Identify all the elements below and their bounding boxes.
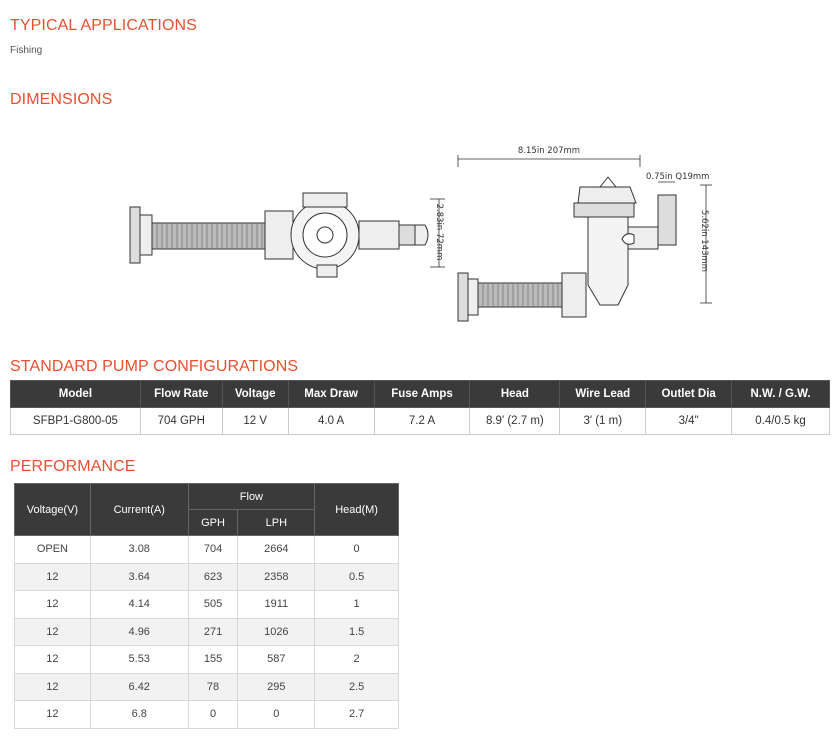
table-row [15,701,399,729]
perf-cell: 271 [188,618,238,646]
table-row [15,536,399,564]
performance-table [14,483,399,729]
total-height-dimension-label: 5.62in 143mm [699,209,709,273]
config-header-flow-rate: Flow Rate [140,381,222,408]
perf-cell: 623 [188,563,238,591]
perf-cell: 4.96 [90,618,188,646]
perf-cell: 12 [15,701,91,729]
table-row [15,591,399,619]
perf-cell: 0 [188,701,238,729]
perf-cell: 2358 [238,563,315,591]
perf-cell: 1.5 [315,618,399,646]
perf-header-head: Head(M) [315,484,399,536]
perf-cell: 587 [238,646,315,674]
table-row [15,563,399,591]
perf-cell: OPEN [15,536,91,564]
perf-cell: 3.64 [90,563,188,591]
config-header-model: Model [11,381,141,408]
config-header-max-draw: Max Draw [288,381,374,408]
outlet-dimension-label: 0.75in Q19mm [646,172,710,182]
perf-cell: 0 [315,536,399,564]
perf-cell: 78 [188,673,238,701]
perf-header-lph: LPH [238,510,315,536]
config-header-voltage: Voltage [222,381,288,408]
config-header-fuse-amps: Fuse Amps [374,381,470,408]
perf-cell: 1026 [238,618,315,646]
perf-cell: 5.53 [90,646,188,674]
configuration-table [10,380,830,435]
perf-cell: 704 [188,536,238,564]
performance-title: PERFORMANCE [10,458,136,475]
config-flow-rate: 704 GPH [140,408,222,435]
perf-cell: 12 [15,563,91,591]
typical-applications-title: TYPICAL APPLICATIONS [10,17,197,34]
perf-cell: 295 [238,673,315,701]
perf-cell: 2.7 [315,701,399,729]
height-dimension-label: 2.83in 72mm [434,203,444,261]
config-voltage: 12 V [222,408,288,435]
perf-header-current: Current(A) [90,484,188,536]
perf-header-flow: Flow [188,484,315,510]
perf-cell: 0 [238,701,315,729]
table-row [15,673,399,701]
config-header-weight: N.W. / G.W. [732,381,830,408]
perf-cell: 12 [15,618,91,646]
perf-cell: 4.14 [90,591,188,619]
perf-cell: 2.5 [315,673,399,701]
perf-cell: 1911 [238,591,315,619]
config-fuse-amps: 7.2 A [374,408,470,435]
perf-cell: 0.5 [315,563,399,591]
perf-cell: 505 [188,591,238,619]
perf-cell: 6.42 [90,673,188,701]
perf-cell: 2664 [238,536,315,564]
config-wire-lead: 3' (1 m) [560,408,646,435]
dimensions-title: DIMENSIONS [10,91,113,108]
perf-cell: 3.08 [90,536,188,564]
pump-side-view-drawing [450,155,720,325]
perf-cell: 6.8 [90,701,188,729]
applications-text: Fishing [10,45,43,56]
config-weight: 0.4/0.5 kg [732,408,830,435]
length-dimension-label: 8.15in 207mm [517,146,581,156]
config-header-wire-lead: Wire Lead [560,381,646,408]
perf-cell: 2 [315,646,399,674]
table-row [11,408,830,435]
config-header-head: Head [470,381,560,408]
config-max-draw: 4.0 A [288,408,374,435]
config-head: 8.9' (2.7 m) [470,408,560,435]
perf-header-gph: GPH [188,510,238,536]
perf-cell: 1 [315,591,399,619]
config-model: SFBP1-G800-05 [11,408,141,435]
config-header-outlet-dia: Outlet Dia [646,381,732,408]
config-outlet-dia: 3/4" [646,408,732,435]
pump-top-view-drawing [125,185,455,285]
standard-configurations-title: STANDARD PUMP CONFIGURATIONS [10,358,299,375]
table-row [15,646,399,674]
perf-cell: 12 [15,646,91,674]
table-row [15,618,399,646]
perf-header-voltage: Voltage(V) [15,484,91,536]
perf-cell: 12 [15,591,91,619]
perf-cell: 155 [188,646,238,674]
perf-cell: 12 [15,673,91,701]
